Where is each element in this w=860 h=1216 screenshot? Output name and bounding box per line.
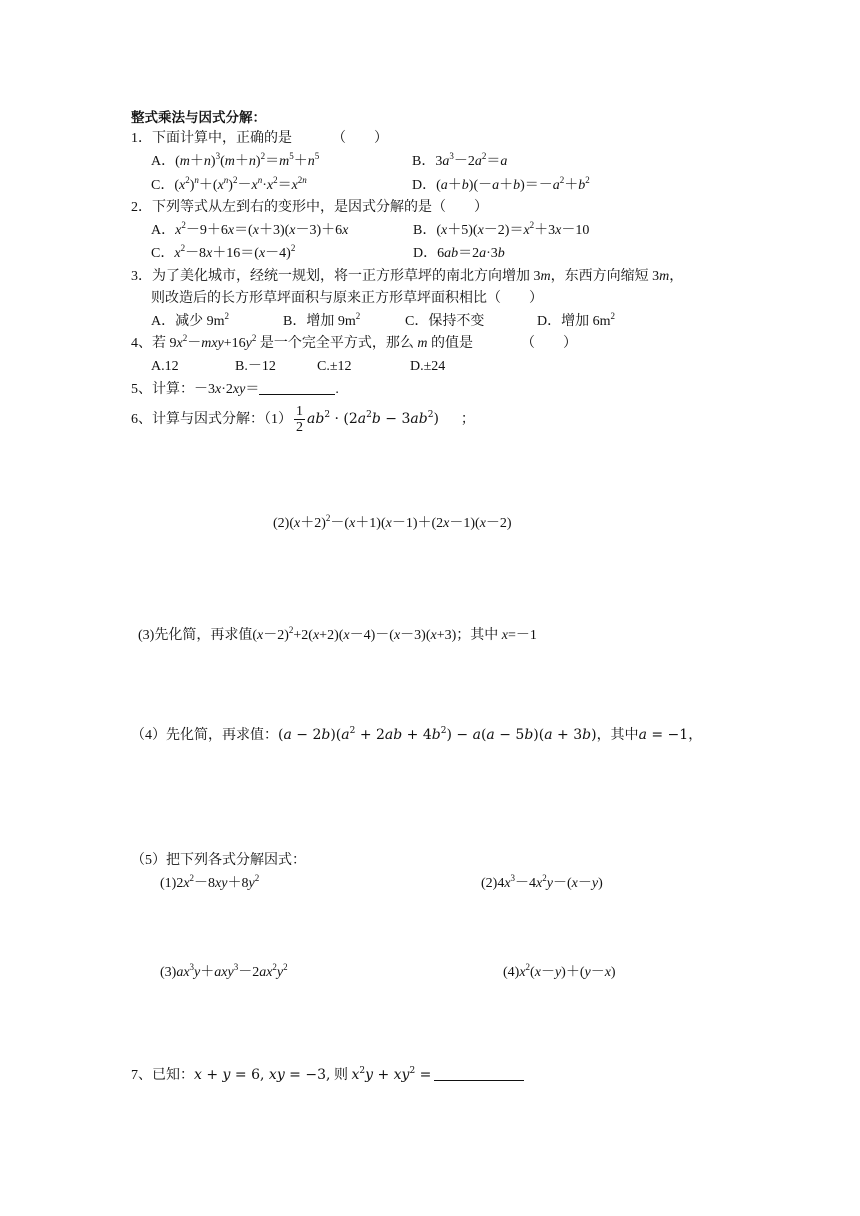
q3-option-d: D．增加 $6m^2$ bbox=[537, 311, 615, 329]
q3-option-a: A．减少 $9m^2$ bbox=[151, 311, 229, 329]
q7-stem: 7、已知：x + y = 6, xy = −3, 则 $x^2y + xy^2$ = bbox=[131, 1066, 524, 1085]
q6-part5: （5）把下列各式分解因式： bbox=[131, 853, 306, 868]
q2-option-b: B．$(x+5)(x-2)=x^2+3x-10$ bbox=[413, 220, 590, 238]
q7-answer-blank[interactable] bbox=[434, 1079, 524, 1081]
q3-option-c: C．保持不变 bbox=[405, 314, 485, 329]
q1-stem: 1．下面计算中，正确的是 （ ） bbox=[131, 131, 388, 146]
q6-part3: (3)先化简，再求值$(x-2)^2+2(x+2)(x-4)-(x-3)(x+3)$；其中 x=－1 bbox=[138, 625, 537, 643]
q6-part5-sub2: $(2)4x^3-4x^2y-(x-y)$ bbox=[481, 873, 603, 891]
q2-stem: 2．下列等式从左到右的变形中，是因式分解的是（ ） bbox=[131, 200, 488, 215]
q4-option-c: C.±12 bbox=[317, 359, 352, 374]
q3-option-b: B．增加 $9m^2$ bbox=[283, 311, 361, 329]
q6-part5-sub1: $(1)2x^2-8xy+8y^2$ bbox=[160, 873, 260, 891]
q2-option-a: A．$x^2-9+6x=(x+3)(x-3)+6x$ bbox=[151, 220, 349, 238]
q6-part5-sub3: $(3)ax^3y+axy^3-2ax^2y^2$ bbox=[160, 962, 288, 980]
q6-part1: 6、计算与因式分解：（1） $\frac{1}{2}$ $ab^2 \cdot (2a^2b - 3ab^2)$ ； bbox=[131, 404, 475, 436]
section-title: 整式乘法与因式分解： bbox=[131, 110, 266, 126]
q1-option-c: C．$(x^2)^n+(x^n)^2-x^n\cdot x^2=x^{2n}$ bbox=[151, 175, 307, 193]
q6-part4: （4）先化简，再求值：$(a - 2b)(a^2 + 2ab + 4b^2) - a(a - 5b)(a + 3b)$，其中a = −1， bbox=[131, 726, 703, 743]
q1-option-d: D．$(a+b)(-a+b)=-a^2+b^2$ bbox=[412, 175, 590, 193]
q4-option-d: D.±24 bbox=[410, 359, 446, 374]
q1-option-a: A．$(m+n)^3(m+n)^2=m^5+n^5$ bbox=[151, 151, 320, 169]
q2-option-c: C．$x^2-8x+16=(x-4)^2$ bbox=[151, 243, 296, 261]
q3-stem-line2: 则改造后的长方形草坪面积与原来正方形草坪面积相比（ ） bbox=[151, 291, 543, 306]
q4-option-b: B.－12 bbox=[235, 359, 276, 374]
fraction-one-half: $\frac{1}{2}$ bbox=[296, 404, 303, 436]
q5-stem: 5、计算：－3x·2xy＝ . bbox=[131, 382, 339, 397]
q4-stem: 4、若 $9x^2-mxy+16y^2$ 是一个完全平方式，那么 m 的值是 （ ） bbox=[131, 333, 578, 351]
q6-part2: $(2)(x+2)^2-(x+1)(x-1)+(2x-1)(x-2)$ bbox=[273, 513, 512, 531]
q4-option-a: A.12 bbox=[151, 359, 179, 374]
q2-option-d: D．6ab＝2a·3b bbox=[413, 246, 505, 261]
q6-part5-sub4: $(4)x^2(x-y)+(y-x)$ bbox=[503, 962, 616, 980]
q3-stem-line1: 3．为了美化城市，经统一规划，将一正方形草坪的南北方向增加 3m，东西方向缩短 3m， bbox=[131, 269, 684, 284]
q5-answer-blank[interactable] bbox=[259, 393, 335, 395]
q1-option-b: B．$3a^3-2a^2=a$ bbox=[412, 151, 508, 169]
